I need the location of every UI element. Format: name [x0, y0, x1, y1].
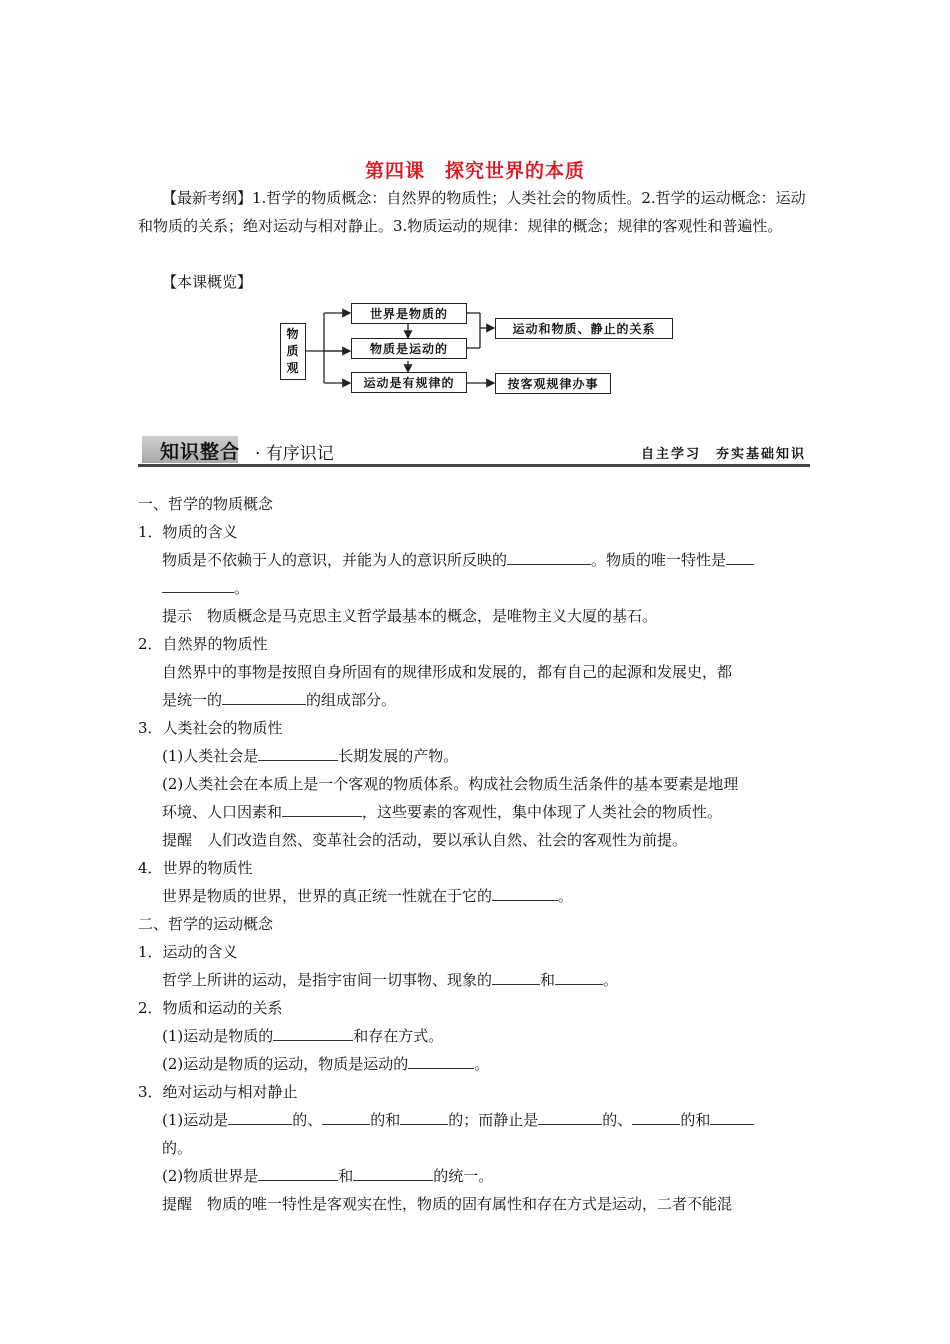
blank [282, 798, 362, 817]
lesson-title: 第四课 探究世界的本质 [364, 160, 585, 182]
blank [555, 966, 603, 985]
root-char-3: 观 [286, 361, 300, 375]
blank [228, 1106, 292, 1125]
banner-main-text: 知识整合 [160, 441, 241, 463]
blank [408, 1050, 474, 1069]
blank [258, 742, 338, 761]
tip-2: 提醒 人们改造自然、变革社会的活动，要以承认自然、社会的客观性为前提。 [162, 831, 688, 849]
item-1-1-line2: 。 [162, 574, 249, 602]
banner-dot: · [255, 444, 261, 464]
diagram-node-matter-motion: 物质是运动的 [351, 338, 467, 359]
blank [632, 1106, 680, 1125]
blank [273, 1022, 353, 1041]
banner-right-text: 自主学习 夯实基础知识 [640, 447, 806, 462]
item-1-3-2-line1: (2)人类社会在本质上是一个客观的物质体系。构成社会物质生活条件的基本要素是地理 [162, 775, 739, 793]
diagram-root-box [280, 323, 306, 380]
blank [353, 1162, 433, 1181]
section-1-heading: 一、哲学的物质概念 [138, 495, 274, 513]
item-2-1-heading: 1．运动的含义 [138, 943, 238, 961]
diagram-node-relation: 运动和物质、静止的关系 [495, 318, 673, 339]
item-1-3-1: (1)人类社会是 长期发展的产物。 [162, 742, 458, 770]
diagram-connectors [0, 0, 950, 420]
diagram-node-world-material: 世界是物质的 [351, 303, 467, 324]
item-1-2-line1: 自然界中的事物是按照自身所固有的规律形成和发展的，都有自己的起源和发展史，都 [162, 663, 733, 681]
root-char-1: 物 [286, 327, 300, 341]
banner-sub-text [255, 439, 334, 464]
item-1-1-line1: 物质是不依赖于人的意识，并能为人的意识所反映的 。物质的唯一特性是 [162, 546, 754, 574]
blank [258, 1162, 338, 1181]
syllabus-text: 1.哲学的物质概念：自然界的物质性；人类社会的物质性。2.哲学的运动概念：运动和物质的关系；绝对运动与相对静止。3.物质运动的规律：规律的概念；规律的客观性和普遍性。 [138, 189, 806, 235]
item-2-3-1-line1: (1)运动是 的、 的和 的；而静止是 的、 的和 [162, 1106, 754, 1134]
blank [162, 574, 234, 593]
blank [710, 1106, 754, 1125]
diagram-node-motion-law: 运动是有规律的 [351, 372, 467, 393]
tip-1: 提示 物质概念是马克思主义哲学最基本的概念，是唯物主义大厦的基石。 [162, 607, 658, 625]
overview-label: 【本课概览】 [162, 273, 253, 291]
item-1-3-2-line2: 环境、人口因素和 ，这些要素的客观性，集中体现了人类社会的物质性。 [162, 798, 722, 826]
section-2-heading: 二、哲学的运动概念 [138, 915, 274, 933]
blank [538, 1106, 602, 1125]
blank [400, 1106, 448, 1125]
section-banner [138, 432, 818, 468]
syllabus-label: 【最新考纲】 [162, 189, 253, 207]
blank [222, 686, 306, 705]
item-2-3-2: (2)物质世界是 和 的统一。 [162, 1162, 493, 1190]
diagram-node-follow-law: 按客观规律办事 [495, 373, 611, 394]
item-2-2-2: (2)运动是物质的运动，物质是运动的 。 [162, 1050, 489, 1078]
root-char-2: 质 [286, 344, 300, 358]
item-1-4-line: 世界是物质的世界，世界的真正统一性就在于它的 。 [162, 882, 573, 910]
item-2-2-heading: 2．物质和运动的关系 [138, 999, 283, 1017]
banner-rule [138, 464, 810, 467]
tip-3: 提醒 物质的唯一特性是客观实在性，物质的固有属性和存在方式是运动，二者不能混 [162, 1195, 733, 1213]
item-2-3-heading: 3．绝对运动与相对静止 [138, 1083, 298, 1101]
blank [322, 1106, 370, 1125]
blank [492, 882, 558, 901]
blank [492, 966, 540, 985]
item-1-3-heading: 3．人类社会的物质性 [138, 719, 283, 737]
banner-subtitle: 有序识记 [265, 444, 334, 464]
item-2-3-1-line2: 的。 [162, 1139, 193, 1157]
blank [726, 546, 754, 565]
item-1-2-heading: 2．自然界的物质性 [138, 635, 268, 653]
item-2-1-line: 哲学上所讲的运动，是指宇宙间一切事物、现象的 和 。 [162, 966, 618, 994]
blank [507, 546, 591, 565]
item-2-2-1: (1)运动是物质的 和存在方式。 [162, 1022, 443, 1050]
item-1-1-heading: 1．物质的含义 [138, 523, 238, 541]
item-1-2-line2: 是统一的 的组成部分。 [162, 686, 396, 714]
item-1-4-heading: 4．世界的物质性 [138, 859, 253, 877]
